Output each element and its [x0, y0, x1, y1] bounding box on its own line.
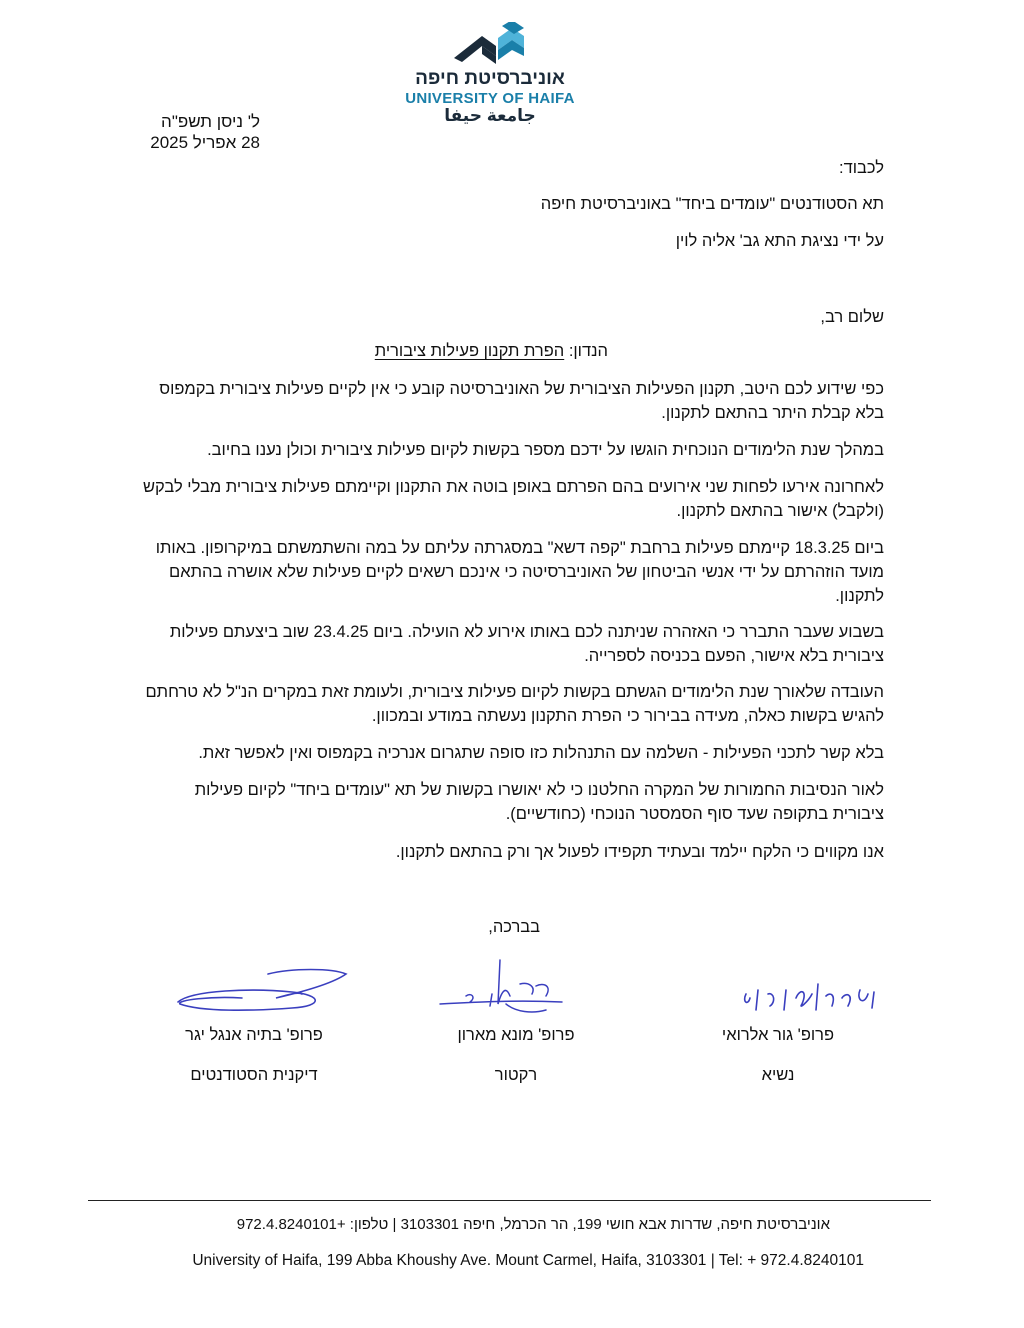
- signature-dean-icon: [172, 962, 352, 1016]
- signature-name-1: פרופ' גור אלרואי: [721, 1026, 835, 1044]
- paragraph-8: לאור הנסיבות החמורות של המקרה החלטנו כי לא יאושרו בקשות של תא "עומדים ביחד" לקיום פעילות ציבורית בתקופה שעד סוף הסמסטר הנוכחי (כחודשיים).: [194, 781, 884, 823]
- paragraph-9: אנו מקווים כי הלקח יילמד ובעתיד תקפידו לפעול אך ורק בהתאם לתקנון.: [395, 843, 884, 861]
- greeting: שלום רב,: [820, 308, 884, 326]
- paragraph-2: במהלך שנת הלימודים הנוכחית הוגשו על ידכם מספר בקשות לקיום פעילות ציבורית וכולן נענו בחיוב.: [207, 441, 884, 459]
- signature-rector-icon: [436, 956, 572, 1024]
- signature-title-3: דיקנית הסטודנטים: [190, 1066, 318, 1084]
- logo-arabic: جامعة حيفا: [444, 106, 536, 125]
- gregorian-date: 28 אפריל 2025: [150, 133, 260, 152]
- paragraph-4: ביום 18.3.25 קיימתם פעילות ברחבת "קפה דשא" במסגרתה עליתם על במה והשתמשתם במיקרופון. באותו מועד הוזהרתם על ידי אנשי הביטחון של האוניברסיטה כי אינכם רשאים לקיים פעילות שלא אושרה בהתאם לתקנון.: [155, 539, 884, 605]
- recipient-line-1: תא הסטודנטים "עומדים ביחד" באוניברסיטת חיפה: [540, 195, 884, 213]
- subject-label: הנדון:: [568, 342, 608, 360]
- signature-title-2: רקטור: [494, 1066, 538, 1084]
- subject-line: [375, 342, 608, 361]
- paragraph-6: העובדה שלאורך שנת הלימודים הגשתם בקשות לקיום פעילות ציבורית, ולעומת זאת במקרים הנ"ל לא טרחתם להגיש בקשות כאלה, מעידה בבירור כי הפרת התקנון נעשתה במודע ובמכוון.: [145, 683, 884, 725]
- paragraph-3: לאחרונה אירעו לפחות שני אירועים בהם הפרתם באופן בוטה את התקנון וקיימתם פעילות ציבורית מבלי לבקש (ולקבל) אישור בהתאם לתקנון.: [142, 478, 884, 520]
- hebrew-date: ל' ניסן תשפ"ה: [161, 112, 260, 131]
- footer-divider: [88, 1200, 931, 1201]
- signature-title-1: נשיא: [761, 1066, 795, 1084]
- recipient-line-2: על ידי נציגת התא גב' אליה לוין: [675, 232, 884, 250]
- logo-hebrew: אוניברסיטת חיפה: [415, 68, 565, 89]
- subject-text: הפרת תקנון פעילות ציבורית: [374, 342, 565, 360]
- paragraph-5: בשבוע שעבר התברר כי האזהרה שניתנה לכם באותו אירוע לא הועילה. ביום 23.4.25 שוב ביצעתם פעילות ציבורית בלא אישור, הפעם בכניסה לספרייה.: [169, 623, 884, 665]
- signature-name-2: פרופ' מונא מארון: [457, 1026, 575, 1044]
- to-label: לכבוד:: [839, 159, 884, 177]
- closing: בברכה,: [488, 918, 540, 936]
- paragraph-1: כפי שידוע לכם היטב, תקנון הפעילות הציבורית של האוניברסיטה קובע כי אין לקיים פעילות ציבורית בקמפוס בלא קבלת היתר בהתאם לתקנון.: [159, 380, 884, 422]
- logo-english: UNIVERSITY OF HAIFA: [405, 90, 575, 107]
- signature-name-3: פרופ' בתיה אנגל יגר: [185, 1026, 323, 1044]
- signature-president-icon: [738, 980, 888, 1026]
- footer-hebrew: אוניברסיטת חיפה, שדרות אבא חושי 199, הר הכרמל, חיפה 3103301 | טלפון: +972.4.8240101: [236, 1216, 830, 1233]
- paragraph-7: בלא קשר לתכני הפעילות - השלמה עם התנהלות כזו סופה שתגרום אנרכיה בקמפוס ואין לאפשר זאת.: [198, 744, 884, 762]
- footer-english: University of Haifa, 199 Abba Khoushy Ave. Mount Carmel, Haifa, 3103301 | Tel: + 972.4.8240101: [192, 1252, 864, 1269]
- university-logo-icon: [452, 22, 526, 64]
